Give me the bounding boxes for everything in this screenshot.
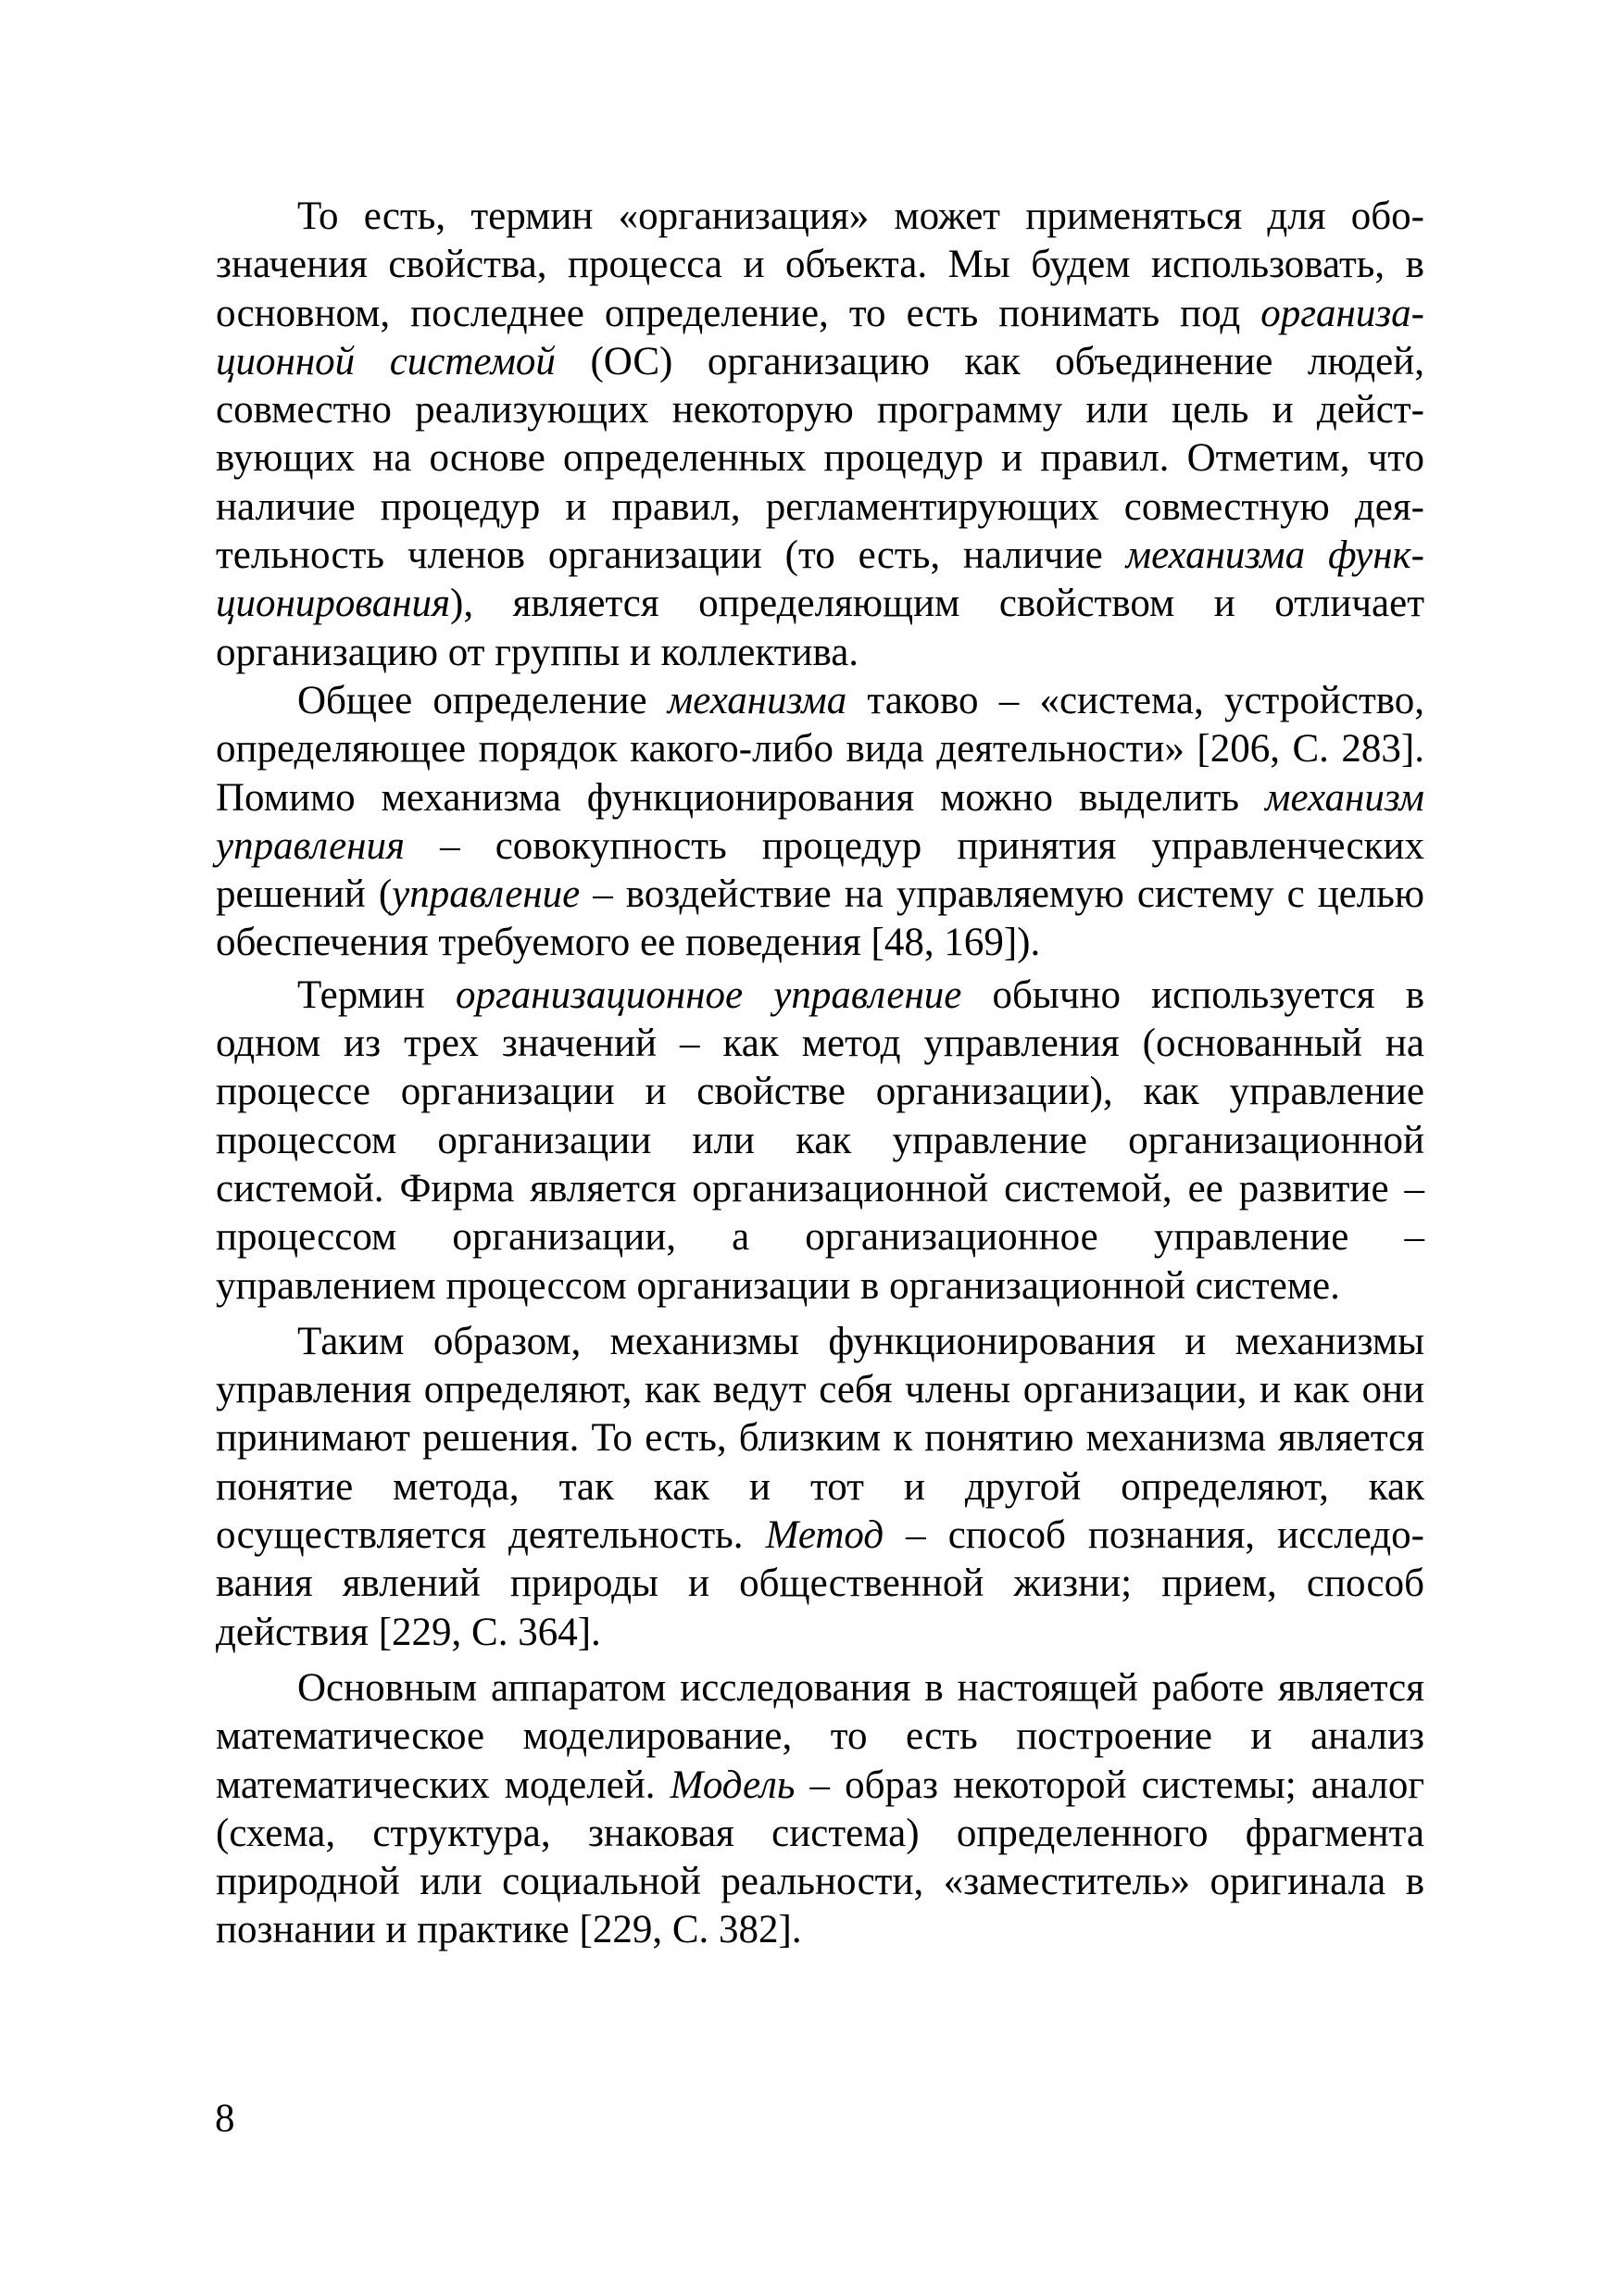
page-number: 8 — [215, 2097, 235, 2140]
paragraph — [216, 193, 1424, 677]
italic-term: организационной системой — [216, 291, 1424, 383]
paragraph — [216, 1318, 1424, 1657]
paragraph-text: – воздействие на управляемую систему с целью обеспечения требуемого ее поведения [48, 169]). — [216, 872, 1424, 965]
italic-term: Модель — [670, 1763, 796, 1807]
paragraph-text: Основным аппаратом исследования в настоящей работе является математическое моделирование, то есть построение и анализ математических моделей. — [216, 1665, 1424, 1807]
paragraph-text: То есть, термин «организация» может применяться для обозначения свойства, процесса и объекта. Мы будем использовать, в основном, последнее определение, то есть понимать под — [216, 194, 1424, 335]
paragraph-text: Таким образом, механизмы функционирования и механизмы управления определяют, как ведут себя члены организации, и как они принимают решения. То есть, близким к понятию механизма является понятие метода, так как и тот и другой определяют, как осуществляется деятельность. — [216, 1319, 1424, 1558]
italic-term: механизма — [667, 678, 847, 722]
paragraph-text: ), является определяющим свойством и отличает организацию от группы и коллектива. — [216, 582, 1424, 674]
paragraph — [216, 677, 1424, 968]
italic-term: управление — [392, 872, 581, 917]
italic-term: механизм управления — [216, 775, 1424, 868]
paragraph-text: Термин — [297, 972, 456, 1017]
paragraph-text: Общее определение — [297, 678, 668, 722]
italic-term: Метод — [765, 1513, 884, 1558]
paragraph-text: обычно используется в одном из трех значений – как метод управления (основанный на процессе организации и свойстве организации), как управление процессом организации или как управление организационной системой. Фирма является организационной системой, ее развитие – процессом организации, а организационное управление – управлением процессом организации в организационной системе. — [216, 972, 1424, 1308]
paragraph — [216, 1664, 1424, 1955]
paragraph-text: таково – «система, устройство, определяющее порядок какого-либо вида деятельности» [206, С. 283]. Помимо механизма функционирования можно выделить — [216, 678, 1425, 820]
body-text — [216, 193, 1424, 1955]
paragraph-text: – способ познания, исследования явлений природы и общественной жизни; прием, способ действия [229, С. 364]. — [216, 1513, 1424, 1654]
italic-term: организационное управление — [455, 972, 962, 1017]
paragraph — [216, 972, 1424, 1311]
paragraph-text: – образ некоторой системы; аналог (схема, структура, знаковая система) определенного фрагмента природной или социальной реальности, «заместитель» оригинала в познании и практике [229, С. 382]. — [216, 1763, 1424, 1952]
paragraph-text: – совокупность процедур принятия управленческих решений ( — [216, 823, 1424, 917]
paragraph-text: (ОС) организацию как объединение людей, совместно реализующих некоторую программу или цель и действующих на основе определенных процедур и правил. Отметим, что наличие процедур и правил, регламентирующих совместную деятельность членов организации (то есть, наличие — [216, 339, 1424, 578]
italic-term: механизма функционирования — [216, 533, 1424, 626]
